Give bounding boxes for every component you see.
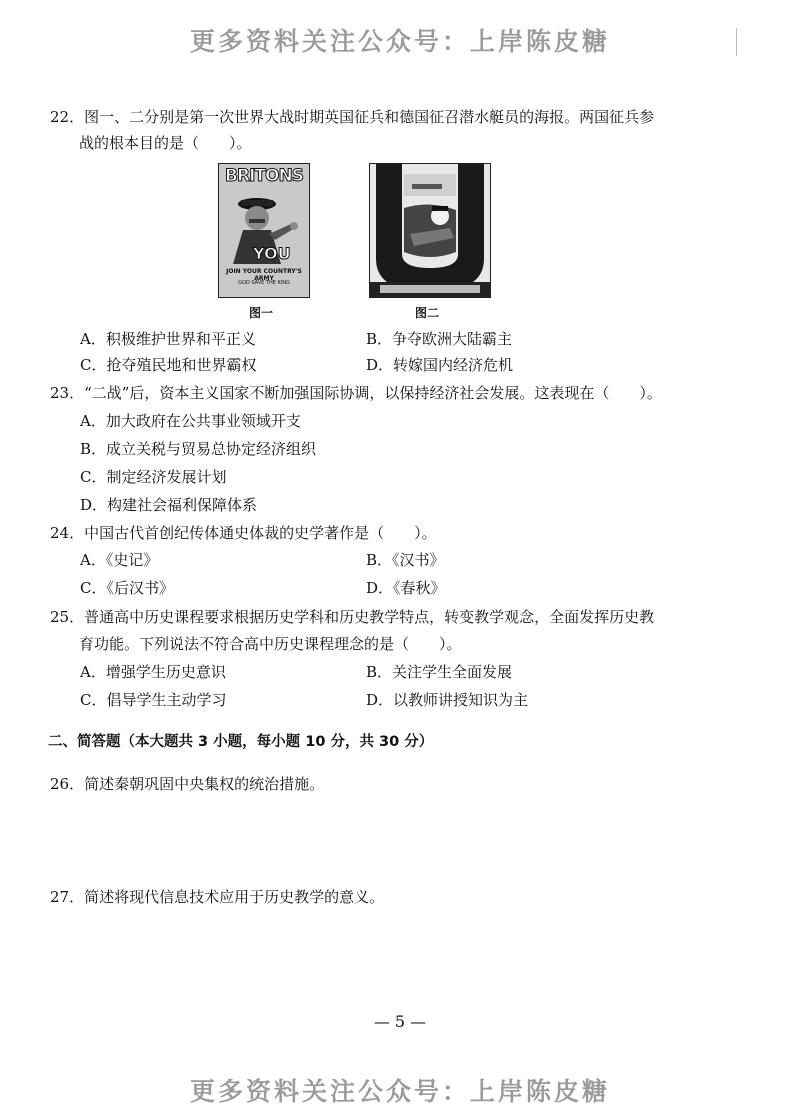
question-25-option-a: A．增强学生历史意识 <box>80 663 226 681</box>
watermark-banner-bottom: 更多资料关注公众号：上岸陈皮糖 <box>189 1077 610 1106</box>
question-24-option-c: C．《后汉书》 <box>80 579 174 597</box>
section-2-title: 二、简答题（本大题共 3 小题，每小题 10 分，共 30 分） <box>48 734 434 750</box>
poster-1-you: YOU <box>253 244 291 263</box>
question-25-option-d: D．以教师讲授知识为主 <box>366 691 529 709</box>
question-25-option-c: C．倡导学生主动学习 <box>80 691 227 709</box>
question-25-line-1: 25．普通高中历史课程要求根据历史学科和历史教学特点，转变教学观念，全面发挥历史教 <box>50 608 655 626</box>
poster-1-subtitle: JOIN YOUR COUNTRY'S ARMY <box>226 268 302 282</box>
question-22-option-a: A．积极维护世界和平正义 <box>80 330 256 348</box>
poster-1-subtitle-2: GOD SAVE THE KING <box>238 280 290 286</box>
question-23-option-a: A．加大政府在公共事业领域开支 <box>80 412 301 430</box>
question-22-option-c: C．抢夺殖民地和世界霸权 <box>80 356 257 374</box>
watermark-banner-top: 更多资料关注公众号：上岸陈皮糖 <box>189 27 610 56</box>
figure-1-caption: 图一 <box>249 306 274 320</box>
question-22-option-b: B．争夺欧洲大陆霸主 <box>366 330 513 348</box>
edge-mark <box>736 28 737 56</box>
question-25-line-2: 育功能。下列说法不符合高中历史课程理念的是（ ）。 <box>79 635 462 653</box>
question-25-option-b: B．关注学生全面发展 <box>366 663 513 681</box>
question-23-option-d: D．构建社会福利保障体系 <box>80 496 258 514</box>
question-23-option-c: C．制定经济发展计划 <box>80 468 227 486</box>
figure-2-caption: 图二 <box>415 306 440 320</box>
question-22-line-2: 战的根本目的是（ ）。 <box>79 134 252 152</box>
question-24-option-d: D．《春秋》 <box>366 579 446 597</box>
question-24-option-a: A．《史记》 <box>80 551 159 569</box>
poster-1-title: BRITONS <box>225 166 303 186</box>
poster-2-artwork <box>370 164 490 297</box>
question-22-option-d: D．转嫁国内经济危机 <box>366 356 514 374</box>
poster-figure-2 <box>369 163 491 298</box>
page-number: — 5 — <box>373 1012 427 1031</box>
question-24-option-b: B．《汉书》 <box>366 551 445 569</box>
question-23-option-b: B．成立关税与贸易总协定经济组织 <box>80 440 317 458</box>
question-27-text: 27．简述将现代信息技术应用于历史教学的意义。 <box>50 888 385 906</box>
question-24-line-1: 24．中国古代首创纪传体通史体裁的史学著作是（ ）。 <box>50 524 437 542</box>
question-23-line-1: 23．“二战”后，资本主义国家不断加强国际协调，以保持经济社会发展。这表现在（ ）。 <box>50 384 662 402</box>
poster-figure-1 <box>218 163 310 298</box>
question-22-line-1: 22．图一、二分别是第一次世界大战时期英国征兵和德国征召潜水艇员的海报。两国征兵参 <box>50 108 655 126</box>
question-26-text: 26．简述秦朝巩固中央集权的统治措施。 <box>50 775 325 793</box>
